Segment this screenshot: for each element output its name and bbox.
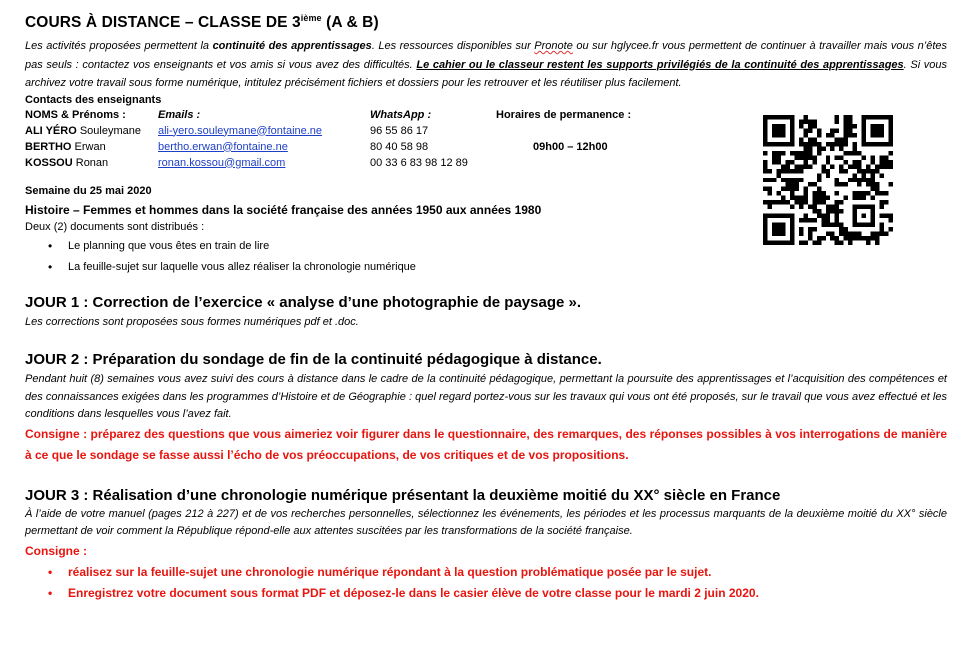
whatsapp-number: 96 55 86 17 [370, 124, 429, 137]
subject-heading: Histoire – Femmes et hommes dans la société française des années 1950 aux années 1980 [25, 202, 542, 217]
jour2-heading: JOUR 2 : Préparation du sondage de fin de la continuité pédagogique à distance. [25, 351, 602, 368]
table-row: BERTHO Erwan bertho.erwan@fontaine.ne 80 40 58 98 09h00 – 12h00 [25, 139, 683, 155]
office-hours: 09h00 – 12h00 [533, 140, 608, 153]
jour3-consigne-list [25, 562, 947, 604]
whatsapp-number: 00 33 6 83 98 12 89 [370, 156, 468, 169]
week-heading: Semaine du 25 mai 2020 [25, 184, 152, 197]
documents-intro: Deux (2) documents sont distribués : [25, 220, 205, 233]
jour3-heading: JOUR 3 : Réalisation d’une chronologie numérique présentant la deuxième moitié du XX° siècle en France [25, 486, 781, 504]
list-item: • Le planning que vous êtes en train de lire [68, 236, 947, 257]
page-title: COURS À DISTANCE – CLASSE DE 3ième (A & B) [25, 13, 379, 31]
header-hours: Horaires de permanence : [496, 108, 632, 121]
table-row: ALI YÉRO Souleymane ali-yero.souleymane@fontaine.ne 96 55 86 17 [25, 123, 683, 139]
email-link[interactable]: ali-yero.souleymane@fontaine.ne [158, 124, 323, 137]
contacts-header-row [25, 107, 683, 123]
whatsapp-number: 80 40 58 98 [370, 140, 429, 153]
intro-paragraph: Les activités proposées permettent la continuité des apprentissages. Les ressources disponibles sur Pronote ou sur hglycee.fr vous permettent de continuer à travailler mais vous n’êtes pas seuls : contactez vos enseignants et vos amis si vous avez des difficultés. Le cahier ou le classeur restent les supports privilégiés de la continuité des apprentissages. Si vous archivez votre travail sous forme numérique, intitulez précisément fichiers et dossiers pour les retrouver et les réutiliser plus facilement. [25, 40, 948, 89]
document-page [25, 14, 947, 604]
contacts-heading: Contacts des enseignants [25, 93, 162, 106]
header-whatsapp: WhatsApp : [370, 108, 432, 121]
list-item: • Enregistrez votre document sous format PDF et déposez-le dans le casier élève de votre classe pour le mardi 2 juin 2020. [68, 583, 947, 604]
jour2-consigne: Consigne : préparez des questions que vous aimeriez voir figurer dans le questionnaire, des remarques, des réponses possibles à vos interrogations de manière à ce que le sondage se fasse aussi l’écho de vos préoccupations, de vos critiques et de vos propositions. [25, 426, 947, 462]
list-item: • La feuille-sujet sur laquelle vous allez réaliser la chronologie numérique [68, 257, 947, 278]
jour1-text: Les corrections sont proposées sous formes numériques pdf et .doc. [25, 315, 359, 328]
table-row: KOSSOU Ronan ronan.kossou@gmail.com 00 33 6 83 98 12 89 [25, 155, 683, 171]
header-names: NOMS & Prénoms : [25, 108, 126, 121]
jour3-text: À l’aide de votre manuel (pages 212 à 227) et de vos recherches personnelles, sélectionnez les événements, les périodes et les processus marquants de la deuxième moitié du XX° siècle permettant de voir comment la République répond-elle aux attentes suscitées par les transformations de la société française. [25, 507, 947, 537]
jour1-heading: JOUR 1 : Correction de l’exercice « analyse d’une photographie de paysage ». [25, 293, 582, 311]
contacts-table [25, 107, 683, 171]
email-link[interactable]: bertho.erwan@fontaine.ne [158, 140, 288, 153]
email-link[interactable]: ronan.kossou@gmail.com [158, 156, 286, 169]
list-item: • réalisez sur la feuille-sujet une chronologie numérique répondant à la question problématique posée par le sujet. [68, 562, 947, 583]
jour2-text: Pendant huit (8) semaines vous avez suivi des cours à distance dans le cadre de la continuité pédagogique, permettant la poursuite des apprentissages et l’acquisition des compétences et des connaissances exigées dans les programmes d’Histoire et de Géographie : quel regard portez-vous sur les travaux qui vous ont été proposés, sur le travail que vous avez effectué et les conditions dans lesquelles vous l’avez fait. [25, 373, 947, 420]
jour3-consigne-label: Consigne : [25, 543, 87, 558]
qr-code-icon [763, 115, 893, 245]
header-emails: Emails : [158, 108, 201, 121]
